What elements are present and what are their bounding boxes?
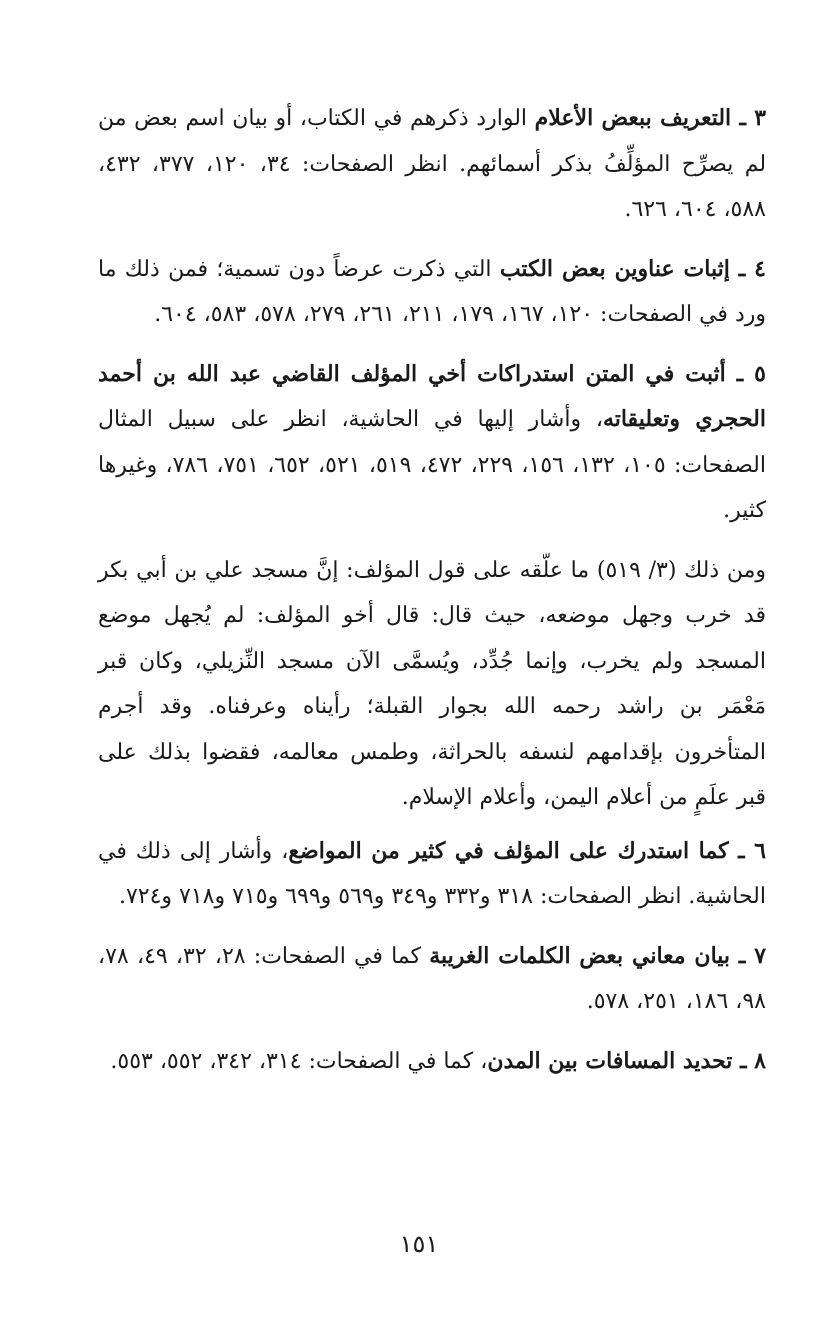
paragraph-body: الوارد ذكرهم في الكتاب، أو بيان اسم بعض من لم يصرِّح المؤلِّفُ بذكر أسمائهم. انظر الصفحات: ٣٤، ١٢٠، ٣٧٧، ٤٣٢، ٥٨٨، ٦٠٤، ٦٢٦. bbox=[98, 106, 767, 222]
paragraph-body: ومن ذلك (٣/ ٥١٩) ما علّقه على قول المؤلف: إنَّ مسجد علي بن أبي بكر قد خرب وجهل موضعه، حيث قال: قال أخو المؤلف: لم يُجهل موضع المسجد ولم يخرب، وإنما جُدِّد، ويُسمَّى الآن مسجد النِّزيلي، وكان قبر مَعْمَر بن راشد رحمه الله بجوار القبلة؛ رأيناه وعرفناه. وقد أجرم المتأخرون بإقدامهم لنسفه بالحراثة، وطمس معالمه، فقضوا بذلك على قبر علَمٍ من أعلام اليمن، وأعلام الإسلام. bbox=[98, 557, 767, 810]
paragraph-body: كما في الصفحات: ٢٨، ٣٢، ٤٩، ٧٨، ٩٨، ١٨٦، ٢٥١، ٥٧٨. bbox=[98, 943, 766, 1014]
paragraph-lead: ٧ ـ بيان معاني بعض الكلمات الغريبة bbox=[429, 942, 767, 969]
paragraph-lead: ٣ ـ التعريف ببعض الأعلام bbox=[534, 105, 767, 131]
paragraph-lead: ٥ ـ أثبت في المتن استدراكات أخي المؤلف القاضي عبد الله بن أحمد الحجري وتعليقاته bbox=[98, 360, 766, 432]
paragraph-body: ، كما في الصفحات: ٣١٤، ٣٤٢، ٥٥٢، ٥٥٣. bbox=[110, 1048, 488, 1074]
paragraph-body: التي ذكرت عرضاً دون تسمية؛ فمن ذلك ما ورد في الصفحات: ١٢٠، ١٦٧، ١٧٩، ٢١١، ٢٦١، ٢٧٩، ٥٧٨، ٥٨٣، ٦٠٤. bbox=[98, 256, 766, 327]
paragraph-lead: ٨ ـ تحديد المسافات بين المدن bbox=[487, 1047, 766, 1074]
page-body bbox=[98, 96, 766, 1098]
paragraph-item-6 bbox=[98, 829, 766, 920]
paragraph-item-4 bbox=[98, 247, 766, 338]
paragraph-example bbox=[98, 548, 766, 821]
page-number: ١٥١ bbox=[399, 1230, 439, 1258]
paragraph-item-5 bbox=[98, 352, 766, 534]
paragraph-item-3 bbox=[98, 96, 766, 233]
paragraph-body: ، وأشار إلى ذلك في الحاشية. انظر الصفحات: ٣١٨ و٣٣٢ و٣٤٩ و٥٦٩ و٦٩٩ و٧١٥ و٧١٨ و٧٢٤. bbox=[98, 838, 766, 909]
paragraph-item-8 bbox=[98, 1039, 766, 1085]
paragraph-body: ، وأشار إليها في الحاشية، انظر على سبيل المثال الصفحات: ١٠٥، ١٣٢، ١٥٦، ٢٢٩، ٤٧٢، ٥١٩، ٥٢١، ٦٥٢، ٧٥١، ٧٨٦، وغيرها كثير. bbox=[98, 407, 766, 523]
paragraph-lead: ٦ ـ كما استدرك على المؤلف في كثير من المواضع bbox=[288, 837, 766, 864]
paragraph-item-7 bbox=[98, 934, 766, 1025]
paragraph-lead: ٤ ـ إثبات عناوين بعض الكتب bbox=[499, 255, 766, 282]
